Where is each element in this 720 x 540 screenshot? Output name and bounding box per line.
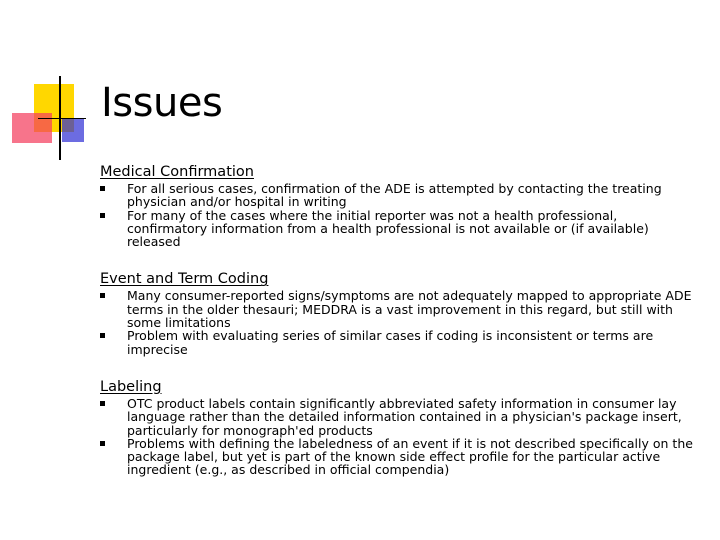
bullet-item — [100, 397, 700, 437]
bullet-list — [100, 289, 700, 355]
section-heading: Labeling — [100, 378, 162, 395]
bullet-text: For all serious cases, confirmation of the ADE is attempted by contacting the treating physician and/or hospital in writing — [127, 181, 662, 210]
square-bullet-icon — [100, 213, 105, 218]
bullet-text: OTC product labels contain significantly abbreviated safety information in consumer lay language rather than the detailed information contained in a physician's package insert, particularly for monograph'ed products — [127, 395, 682, 438]
square-bullet-icon — [100, 441, 105, 446]
bullet-text: Problems with defining the labeledness of an event if it is not described specifically on the package label, but yet is part of the known side effect profile for the particular active ingredient (e.g., as described in official compendia) — [127, 435, 693, 478]
section-labeling — [100, 376, 700, 477]
square-bullet-icon — [100, 186, 105, 191]
square-bullet-icon — [100, 293, 105, 298]
square-bullet-icon — [100, 333, 105, 338]
square-bullet-icon — [100, 401, 105, 406]
bullet-text: Many consumer-reported signs/symptoms are not adequately mapped to appropriate ADE terms in the older thesauri; MEDDRA is a vast improvement in this regard, but still with some limitations — [127, 288, 692, 331]
bullet-list — [100, 182, 700, 248]
bullet-item — [100, 289, 700, 329]
section-event-term-coding — [100, 268, 700, 355]
blue-square — [62, 118, 84, 142]
bullet-item — [100, 182, 700, 209]
section-heading: Medical Confirmation — [100, 164, 254, 180]
slide-title: Issues — [101, 80, 223, 126]
bullet-item — [100, 437, 700, 477]
horizontal-rule — [38, 118, 86, 119]
bullet-item — [100, 329, 700, 356]
bullet-item — [100, 209, 700, 249]
bullet-text: Problem with evaluating series of similar cases if coding is inconsistent or terms are imprecise — [127, 328, 654, 357]
section-medical-confirmation — [100, 161, 700, 248]
decorative-logo — [0, 0, 110, 170]
bullet-text: For many of the cases where the initial reporter was not a health professional, confirmatory information from a health professional is not available or (if available) released — [127, 207, 649, 250]
section-heading: Event and Term Coding — [100, 271, 269, 288]
bullet-list — [100, 397, 700, 477]
slide-content — [100, 161, 700, 497]
